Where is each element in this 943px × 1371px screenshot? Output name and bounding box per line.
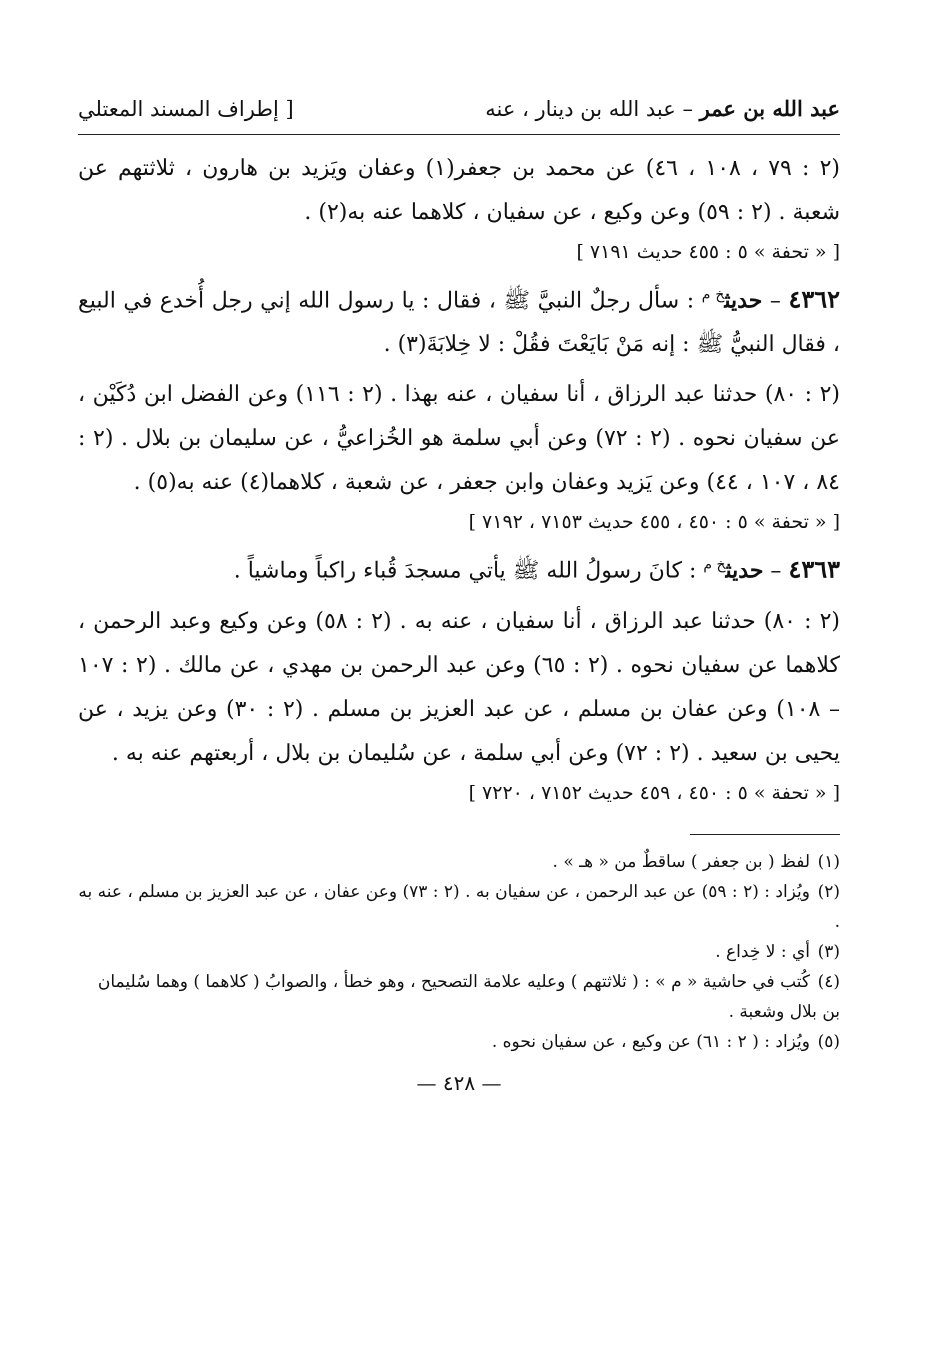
footnote-4 — [78, 967, 840, 1027]
footnote-text: أي : لا خِداع . — [715, 941, 810, 962]
header-title — [485, 96, 840, 121]
footnote-text: كُتب في حاشية « م » : ( ثلاثتهم ) وعليه علامة التصحيح ، وهو خطأ ، والصوابُ ( كلاهما ) وهما سُليمان بن بلال وشعبة . — [97, 971, 840, 1022]
page-number: — ٤٢٨ — — [416, 1070, 502, 1095]
hadith-number: ٤٣٦٢ — [788, 284, 841, 314]
header-title-rest: – عبد الله بن دينار ، عنه — [485, 97, 700, 121]
tuhfa-citation-1: [ « تحفة » ٥ : ٤٥٥ حديث ٧١٩١ ] — [576, 241, 840, 263]
running-header — [78, 96, 840, 130]
footnote-number: (٢) — [817, 881, 840, 902]
footnote-text: ويُزاد : ( ٢ : ٦١) عن وكيع ، عن سفيان نحوه . — [491, 1031, 810, 1052]
hadith-4363: ٤٣٦٣ – حديث$^{خ م}$ : كانَ رسولُ الله ﷺ يأتي مسجدَ قُباء راكباً وماشياً . — [233, 554, 840, 584]
hadith-text: : كانَ رسولُ الله ﷺ يأتي مسجدَ قُباء راكباً وماشياً . — [233, 558, 704, 584]
tuhfa-citation-4363: [ « تحفة » ٥ : ٤٥٠ ، ٤٥٩ حديث ٧١٥٢ ، ٧٢٢٠ ] — [468, 781, 840, 804]
chain-paragraph-4363: (٢ : ٨٠) حدثنا عبد الرزاق ، أنا سفيان ، عنه به . (٢ : ٥٨) وعن وكيع وعبد الرحمن ، كلاهما عن سفيان نحوه . (٢ : ٦٥) وعن عبد الرحمن بن مهدي ، عن مالك . (٢ : ١٠٧ – ١٠٨) وعن عفان بن مسلم ، عن عبد العزيز بن مسلم . (٢ : ٣٠) وعن يزيد ، عن يحيى بن سعيد . (٢ : ٧٢) وعن أبي سلمة ، عن سُليمان بن بلال ، أربعتهم عنه به . — [78, 608, 840, 766]
footnote-number: (٤) — [817, 971, 840, 992]
hadith-sigla: خ م — [701, 287, 725, 303]
footnote-1 — [78, 847, 840, 877]
footnote-number: (١) — [817, 851, 840, 872]
footnotes — [78, 847, 840, 1057]
document-page — [78, 96, 840, 1095]
footnote-number: (٥) — [817, 1031, 840, 1052]
tuhfa-citation-4362: [ « تحفة » ٥ : ٤٥٠ ، ٤٥٥ حديث ٧١٥٣ ، ٧١٩٢ ] — [468, 511, 840, 534]
hadith-number: ٤٣٦٣ — [788, 554, 840, 584]
hadith-sigla: خ م — [703, 557, 726, 574]
header-rule — [78, 134, 840, 135]
hadith-4362: ٤٣٦٢ – حديث$^{خ م}$ : سأل رجلٌ النبيَّ ﷺ ، فقال : يا رسول الله إني رجل أُخدع في البيع ، فقال النبيُّ ﷺ : إنه مَنْ بَايَعْتَ فقُلْ : لا خِلابَةَ(٣) . — [78, 284, 841, 358]
hadith-label: حديث — [724, 287, 763, 314]
hadith-label: حديث — [725, 557, 764, 584]
hadith-text: : سأل رجلٌ النبيَّ ﷺ ، فقال : يا رسول الله إني رجل أُخدع في البيع ، فقال النبيُّ ﷺ : إنه مَنْ بَايَعْتَ فقُلْ : لا خِلابَةَ(٣) . — [78, 288, 840, 358]
header-book-title: [ إطراف المسند المعتلي — [78, 97, 294, 121]
footnote-2 — [78, 877, 840, 937]
footnote-text: لفظ ( بن جعفر ) ساقطٌ من « هـ » . — [552, 851, 810, 872]
chain-paragraph-4362: (٢ : ٨٠) حدثنا عبد الرزاق ، أنا سفيان ، عنه بهذا . (٢ : ١١٦) وعن الفضل ابن دُكَيْن ، عن سفيان نحوه . (٢ : ٧٢) وعن أبي سلمة هو الخُزاعيُّ ، عن سليمان بن بلال . (٢ : ٨٤ ، ١٠٧ ، ٤٤) وعن يَزيد وعفان وابن جعفر ، عن شعبة ، كلاهما(٤) عنه به(٥) . — [78, 382, 841, 496]
footnote-number: (٣) — [817, 941, 840, 962]
footnote-5 — [78, 1027, 840, 1057]
footnote-3 — [78, 937, 840, 967]
chain-paragraph-1: (٢ : ٧٩ ، ١٠٨ ، ٤٦) عن محمد بن جعفر(١) وعفان ويَزيد بن هارون ، ثلاثتهم عن شعبة . (٢ : ٥٩) وعن وكيع ، عن سفيان ، كلاهما عنه به(٢) . — [78, 156, 841, 225]
footnote-rule — [690, 834, 840, 835]
header-title-bold: عبد الله بن عمر — [699, 96, 840, 121]
footnote-text: ويُزاد : (٢ : ٥٩) عن عبد الرحمن ، عن سفيان به . (٢ : ٧٣) وعن عفان ، عن عبد العزيز بن مسلم ، عنه به . — [78, 881, 840, 932]
